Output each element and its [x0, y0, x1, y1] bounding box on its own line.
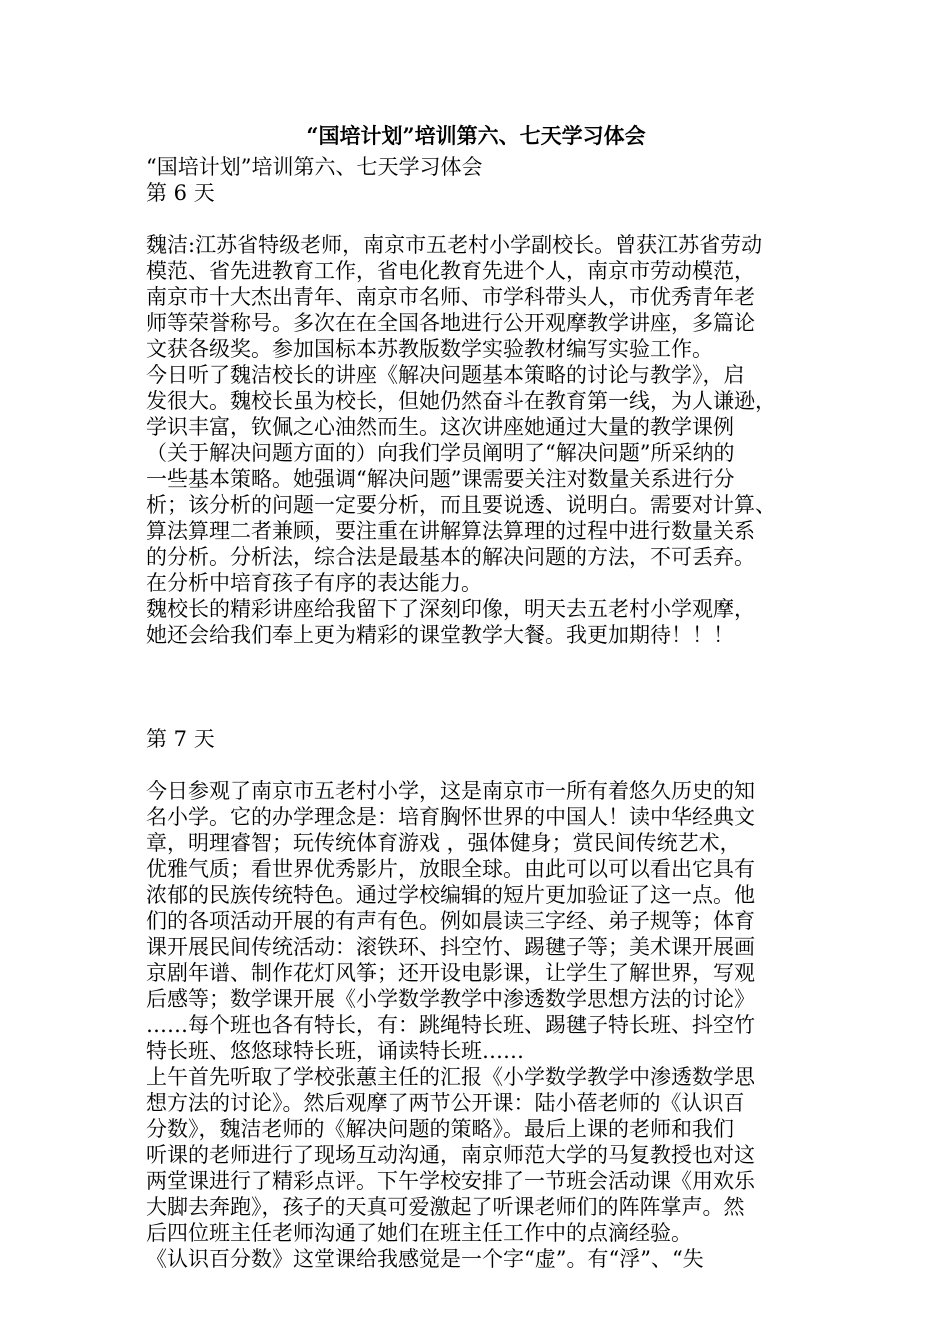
day6-heading: 第 6 天	[146, 181, 215, 205]
paragraph-line: 析；该分析的问题一定要分析，而且要说透、说明白。需要对计算、	[146, 493, 776, 517]
paragraph-line: 大脚去奔跑》，孩子的天真可爱激起了听课老师们的阵阵掌声。然	[146, 1195, 745, 1219]
paragraph-line: 今日听了魏洁校长的讲座《解决问题基本策略的讨论与教学》，启	[146, 363, 745, 387]
paragraph-line: 南京市十大杰出青年、南京市名师、市学科带头人，市优秀青年老	[146, 285, 755, 309]
paragraph-line: 听课的老师进行了现场互动沟通，南京师范大学的马复教授也对这	[146, 1143, 755, 1167]
paragraph-line: 模范、省先进教育工作，省电化教育先进个人，南京市劳动模范，	[146, 259, 755, 283]
paragraph-line: 上午首先听取了学校张蕙主任的汇报《小学数学教学中渗透数学思	[146, 1065, 755, 1089]
paragraph-line: 后感等；数学课开展《小学数学教学中渗透数学思想方法的讨论》	[146, 987, 755, 1011]
paragraph-line: 浓郁的民族传统特色。通过学校编辑的短片更加验证了这一点。他	[146, 883, 755, 907]
paragraph-line: 后四位班主任老师沟通了她们在班主任工作中的点滴经验。	[146, 1221, 692, 1245]
day7-heading: 第 7 天	[146, 727, 215, 751]
paragraph-line: 《认识百分数》这堂课给我感觉是一个字“虚”。有“浮”、“失	[146, 1247, 704, 1271]
paragraph-line: 在分析中培育孩子有序的表达能力。	[146, 571, 482, 595]
spacer	[146, 206, 806, 232]
paragraph-line: 章，明理睿智；玩传统体育游戏 ，强体健身；赏民间传统艺术，	[146, 831, 741, 855]
paragraph-line: 特长班、悠悠球特长班，诵读特长班……	[146, 1039, 524, 1063]
day6-body	[146, 232, 806, 648]
paragraph-line: 名小学。它的办学理念是：培育胸怀世界的中国人！读中华经典文	[146, 805, 755, 829]
paragraph-line: 她还会给我们奉上更为精彩的课堂教学大餐。我更加期待！！！	[146, 623, 734, 647]
paragraph-line: 一些基本策略。她强调“解决问题”课需要关注对数量关系进行分	[146, 467, 735, 491]
paragraph-line: 算法算理二者兼顾，要注重在讲解算法算理的过程中进行数量关系	[146, 519, 755, 543]
document-subtitle: “国培计划”培训第六、七天学习体会	[146, 155, 483, 179]
paragraph-line: 魏校长的精彩讲座给我留下了深刻印像，明天去五老村小学观摩，	[146, 597, 755, 621]
paragraph-line: ……每个班也各有特长，有：跳绳特长班、踢毽子特长班、抖空竹	[146, 1013, 755, 1037]
spacer	[146, 752, 806, 778]
paragraph-line: 想方法的讨论》。然后观摩了两节公开课：陆小蓓老师的《认识百	[146, 1091, 745, 1115]
paragraph-line: 分数》，魏洁老师的《解决问题的策略》。最后上课的老师和我们	[146, 1117, 734, 1141]
paragraph-line: 们的各项活动开展的有声有色。例如晨读三字经、弟子规等；体育	[146, 909, 755, 933]
paragraph-line: 课开展民间传统活动：滚铁环、抖空竹、踢毽子等；美术课开展画	[146, 935, 755, 959]
day7-body	[146, 778, 806, 1272]
paragraph-line: 发很大。魏校长虽为校长，但她仍然奋斗在教育第一线，为人谦逊，	[146, 389, 776, 413]
document-page	[146, 118, 806, 1272]
paragraph-line: 今日参观了南京市五老村小学，这是南京市一所有着悠久历史的知	[146, 779, 755, 803]
paragraph-line: 魏洁:江苏省特级老师，南京市五老村小学副校长。曾获江苏省劳动	[146, 233, 763, 257]
paragraph-line: 京剧年谱、制作花灯风筝；还开设电影课，让学生了解世界，写观	[146, 961, 755, 985]
spacer	[146, 648, 806, 726]
paragraph-line: 两堂课进行了精彩点评。下午学校安排了一节班会活动课《用欢乐	[146, 1169, 755, 1193]
paragraph-line: （关于解决问题方面的）向我们学员阐明了“解决问题”所采纳的	[146, 441, 735, 465]
document-title: “国培计划”培训第六、七天学习体会	[306, 123, 646, 148]
paragraph-line: 师等荣誉称号。多次在在全国各地进行公开观摩教学讲座，多篇论	[146, 311, 755, 335]
paragraph-line: 文获各级奖。参加国标本苏教版数学实验教材编写实验工作。	[146, 337, 713, 361]
paragraph-line: 的分析。分析法，综合法是最基本的解决问题的方法，不可丢弃。	[146, 545, 755, 569]
paragraph-line: 学识丰富，钦佩之心油然而生。这次讲座她通过大量的教学课例	[146, 415, 734, 439]
paragraph-line: 优雅气质；看世界优秀影片，放眼全球。由此可以可以看出它具有	[146, 857, 755, 881]
